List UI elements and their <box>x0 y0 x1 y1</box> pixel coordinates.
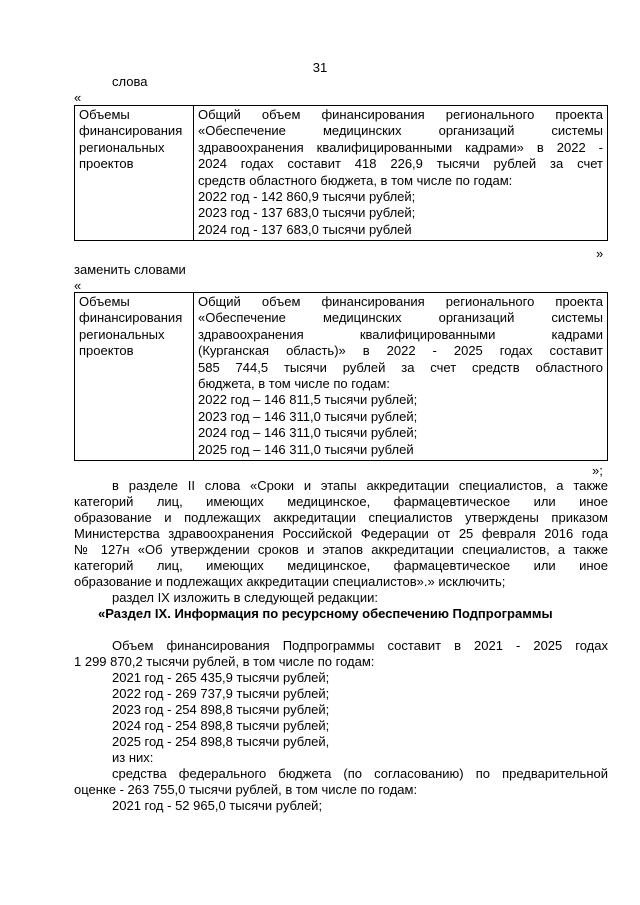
year-line: 2023 год - 254 898,8 тысячи рублей; <box>112 702 330 717</box>
close-quote-1: » <box>596 246 604 261</box>
close-quote-2: »; <box>592 463 603 478</box>
section2-line: в разделе II слова «Сроки и этапы аккредитации специалистов, а также <box>112 478 608 493</box>
federal-line: оценке - 263 755,0 тысячи рублей, в том числе по годам: <box>74 782 418 797</box>
federal-line: средства федерального бюджета (по согласованию) по предварительной <box>112 766 608 781</box>
text-line: Общий объем финансирования регионального проекта <box>198 294 603 309</box>
of-them: из них: <box>112 750 154 765</box>
text-line: Общий объем финансирования регионального проекта <box>198 107 603 122</box>
year-line: 2022 год - 269 737,9 тысячи рублей; <box>112 686 330 701</box>
label-line: региональных <box>79 139 165 155</box>
old-table-text-cell <box>194 106 608 241</box>
year-line: 2023 год - 137 683,0 тысячи рублей; <box>198 205 416 221</box>
section2-line: категорий лиц, имеющих медицинское, фармацевтическое или иное <box>74 494 608 509</box>
text-line: здравоохранения квалифицированными кадрами <box>198 326 603 342</box>
page-number: 31 <box>312 60 328 75</box>
old-funding-table <box>74 105 608 241</box>
label-line: Объемы <box>79 294 130 309</box>
text-line: «Обеспечение медицинских организаций системы <box>198 310 603 326</box>
year-line: 2025 год - 254 898,8 тысячи рублей, <box>112 734 330 749</box>
section2-line: категорий лиц, имеющих медицинское, фармацевтическое или иное <box>74 558 608 573</box>
label-line: региональных <box>79 326 165 342</box>
new-table-label-cell <box>75 293 194 461</box>
text-line: 585 744,5 тысячи рублей за счет средств областного <box>198 359 603 375</box>
new-funding-table <box>74 292 608 461</box>
year-line: 2024 год - 137 683,0 тысячи рублей <box>198 221 412 237</box>
year-line: 2022 год - 142 860,9 тысячи рублей; <box>198 189 416 205</box>
year-line: 2025 год – 146 311,0 тысячи рублей <box>198 441 414 457</box>
funding-line: Объем финансирования Подпрограммы составит в 2021 - 2025 годах <box>112 638 608 653</box>
label-line: проектов <box>79 156 134 172</box>
section2-line: образование и подлежащих аккредитации специалистов».» исключить; <box>74 574 506 589</box>
replace-word: заменить словами <box>74 262 186 277</box>
year-line: 2024 год – 146 311,0 тысячи рублей; <box>198 425 418 441</box>
section2-line: № 127н «Об утверждении сроков и этапов аккредитации специалистов, а также <box>74 542 608 557</box>
section2-line: образование и подлежащих аккредитации специалистов утверждены приказом <box>74 510 608 525</box>
section9-intro: раздел IX изложить в следующей редакции: <box>112 590 378 605</box>
text-line: «Обеспечение медицинских организаций системы <box>198 123 603 139</box>
year-line: 2021 год - 265 435,9 тысячи рублей; <box>112 670 330 685</box>
federal-2021-line: 2021 год - 52 965,0 тысячи рублей; <box>112 798 323 813</box>
text-line: средств областного бюджета, в том числе по годам: <box>198 172 513 188</box>
label-line: финансирования <box>79 123 183 139</box>
old-table-label-cell <box>75 106 194 241</box>
section2-line: Министерства здравоохранения Российской Федерации от 25 февраля 2016 года <box>74 526 608 541</box>
year-line: 2022 год – 146 811,5 тысячи рублей; <box>198 392 418 408</box>
funding-line: 1 299 870,2 тысячи рублей, в том числе по годам: <box>74 654 375 669</box>
section9-heading: «Раздел IX. Информация по ресурсному обеспечению Подпрограммы <box>98 606 553 621</box>
open-quote-1: « <box>74 90 82 105</box>
intro-word: слова <box>112 74 148 89</box>
text-line: бюджета, в том числе по годам: <box>198 376 390 392</box>
new-table-text-cell <box>194 293 608 461</box>
text-line: (Курганская область)» в 2022 - 2025 годах составит <box>198 343 603 359</box>
label-line: Объемы <box>79 107 130 122</box>
text-line: здравоохранения квалифицированными кадрами» в 2022 - <box>198 139 603 155</box>
year-line: 2023 год – 146 311,0 тысячи рублей; <box>198 408 418 424</box>
label-line: финансирования <box>79 310 183 326</box>
year-line: 2024 год - 254 898,8 тысячи рублей; <box>112 718 330 733</box>
text-line: 2024 годах составит 418 226,9 тысячи рублей за счет <box>198 156 603 172</box>
open-quote-2: « <box>74 278 82 293</box>
label-line: проектов <box>79 343 134 359</box>
